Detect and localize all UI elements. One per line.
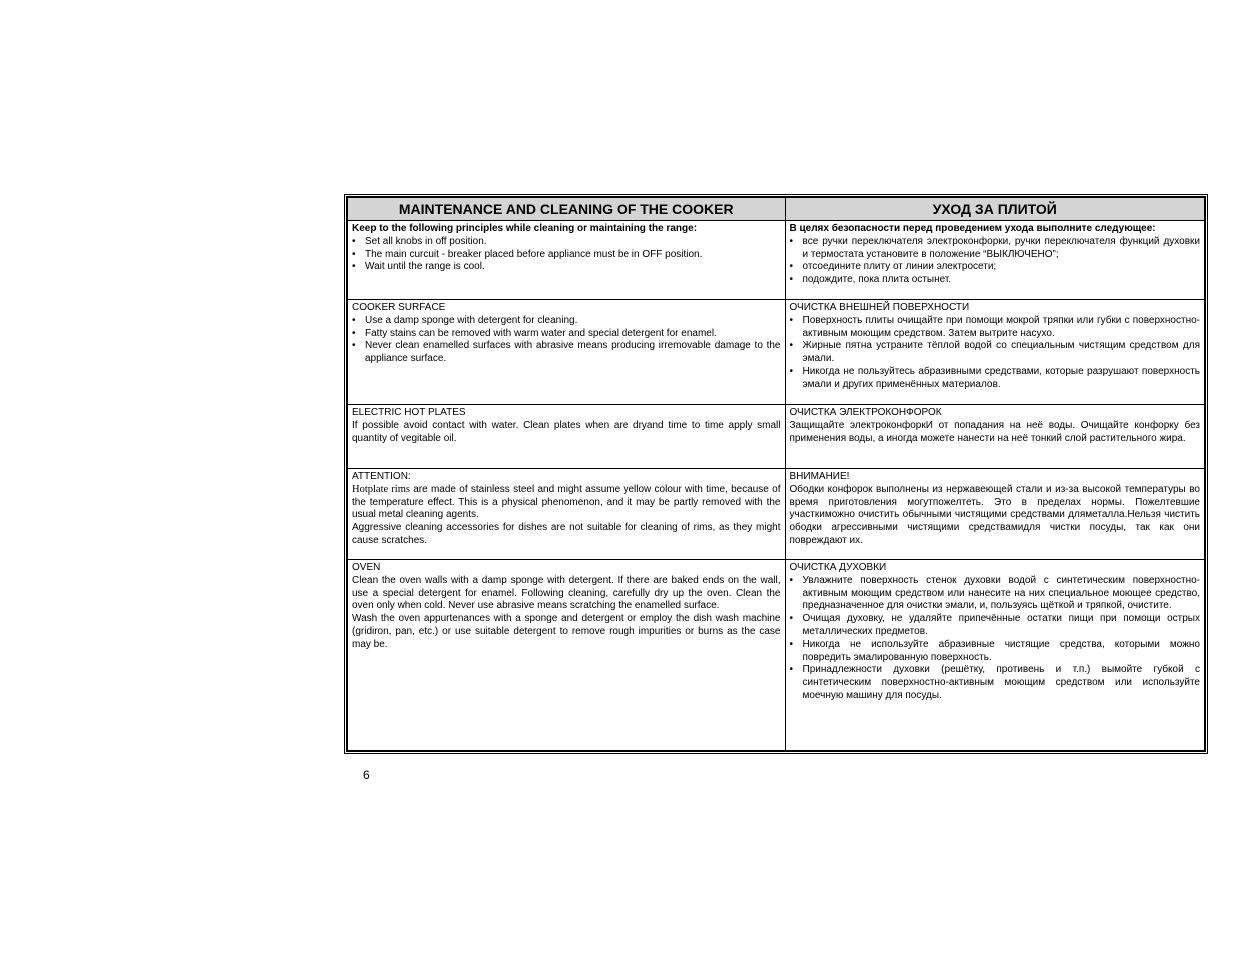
list-item: • Set all knobs in off position. (365, 236, 781, 249)
section-row-cooker-surface (348, 300, 1205, 405)
section-row-hot-plates (348, 405, 1205, 469)
section-text: Wash the oven appurtenances with a sponge and detergent or employ the dish wash machine (gridiron, pan, etc.) or use suitable detergent to remove rough impurities or burns as the case may be. (352, 613, 781, 650)
hotplates-ru-cell (785, 405, 1205, 469)
section-title: ОЧИСТКА ВНЕШНЕЙ ПОВЕРХНОСТИ (789, 302, 970, 313)
section-title: ATTENTION: (352, 471, 411, 482)
bullet-list (790, 236, 1201, 287)
list-item: • все ручки переключателя электроконфорки, ручки переключателя функций духовки и термостата установите в положение “ВЫКЛЮЧЕНО”; (803, 236, 1201, 262)
list-item: • Никогда не используйте абразивные чистящие средства, которыми можно повредить эмалированную поверхность. (803, 639, 1201, 665)
bullet-list (790, 315, 1201, 392)
list-item: • Никогда не пользуйтесь абразивными средствами, которые разрушают поверхность эмали и других применённых материалов. (803, 366, 1201, 392)
list-item: • Очищая духовку, не удаляйте припечённые остатки пищи при помощи острых металлических предметов. (803, 613, 1201, 639)
section-text: Ободки конфорок выполнены из нержавеющей стали и из-за высокой температуры во время приготовления могутпожелтеть. Это в пределах нормы. Пожелтевшие участкиможно очистить обычными чистящими средствами дляметалла.Нельзя чистить ободки агрессивными чистящими средствамидля чистки посуды, так как они повреждают их. (789, 483, 1200, 546)
oven-en-cell (348, 560, 786, 751)
section-title: ВНИМАНИЕ! (789, 471, 850, 482)
manual-table-frame (344, 194, 1208, 754)
serif-lead-text: Hotplate rims (352, 483, 410, 495)
list-item: • Use a damp sponge with detergent for cleaning. (365, 315, 781, 328)
list-item: • Never clean enamelled surfaces with abrasive means producing irremovable damage to the appliance surface. (365, 340, 781, 366)
bullet-list (790, 575, 1201, 703)
section-title: OVEN (352, 562, 381, 573)
attention-en-cell (348, 469, 786, 560)
section-title: Keep to the following principles while cleaning or maintaining the range: (352, 223, 698, 234)
list-item: • Fatty stains can be removed with warm water and special detergent for enamel. (365, 328, 781, 341)
bullet-list (352, 236, 781, 274)
list-item: • The main curcuit - breaker placed before appliance must be in OFF position. (365, 249, 781, 262)
section-title: ELECTRIC HOT PLATES (352, 407, 466, 418)
section-text-continued: are made of stainless steel and might assume yellow colour with time, because of the temperature effect. This is a physical phenomenon, and it may be partly removed with the usual metal cleaning agents. (352, 483, 781, 521)
section-text: If possible avoid contact with water. Clean plates when are dryand time to time apply small quantity of vegitable oil. (352, 419, 781, 444)
section-title: ОЧИСТКА ЭЛЕКТРОКОНФОРОК (789, 407, 942, 418)
safety-en-cell (348, 221, 786, 300)
oven-ru-cell (785, 560, 1205, 751)
section-text: Clean the oven walls with a damp sponge with detergent. If there are baked ends on the wall, use a special detergent for enamel. Following cleaning, carefully dry up the oven. Clean the oven only when cold. Never use abrasive means scratching the enamelled surface. (352, 574, 781, 612)
section-text (352, 484, 781, 522)
list-item: • Жирные пятна устраните тёплой водой со специальным чистящим средством для эмали. (803, 340, 1201, 366)
list-item: • подождите, пока плита остынет. (803, 274, 1201, 287)
surface-en-cell (348, 300, 786, 405)
header-english: MAINTENANCE AND CLEANING OF THE COOKER (348, 198, 786, 221)
section-text: Aggressive cleaning accessories for dishes are not suitable for cleaning of rims, as they might cause scratches. (352, 522, 781, 546)
section-row-oven (348, 560, 1205, 751)
manual-table (347, 197, 1205, 751)
bullet-list (352, 315, 781, 366)
attention-ru-cell (785, 469, 1205, 560)
surface-ru-cell (785, 300, 1205, 405)
section-row-attention (348, 469, 1205, 560)
section-title: ОЧИСТКА ДУХОВКИ (789, 562, 887, 573)
header-russian: УХОД ЗА ПЛИТОЙ (785, 198, 1205, 221)
list-item: • Поверхность плиты очищайте при помощи мокрой тряпки или губки с поверхностно-активным моющим средством. Затем вытрите насухо. (803, 315, 1201, 341)
page-number: 6 (363, 768, 370, 782)
section-title: COOKER SURFACE (352, 302, 446, 313)
section-title: В целях безопасности перед проведением ухода выполните следующее: (789, 223, 1156, 234)
section-row-safety (348, 221, 1205, 300)
list-item: • отсоедините плиту от линии электросети; (803, 261, 1201, 274)
hotplates-en-cell (348, 405, 786, 469)
section-text: Защищайте электроконфоркИ от попадания на неё воды. Очищайте конфорку без применения воды, а иногда можете нанести на неё тонкий слой растительного жира. (789, 419, 1200, 444)
safety-ru-cell (785, 221, 1205, 300)
list-item: • Увлажните поверхность стенок духовки водой с синтетическим поверхностно-активным моющим средством или нанесите на них специальное моющее средство, предназначенное для очистки эмали, и, пользуясь щёткой и тряпкой, очистите. (803, 575, 1201, 613)
list-item: • Wait until the range is cool. (365, 261, 781, 274)
header-row (348, 198, 1205, 221)
list-item: • Принадлежности духовки (решётку, противень и т.п.) вымойте губкой с синтетическим поверхностно-активным моющим средством или используйте моечную машину для посуды. (803, 664, 1201, 702)
